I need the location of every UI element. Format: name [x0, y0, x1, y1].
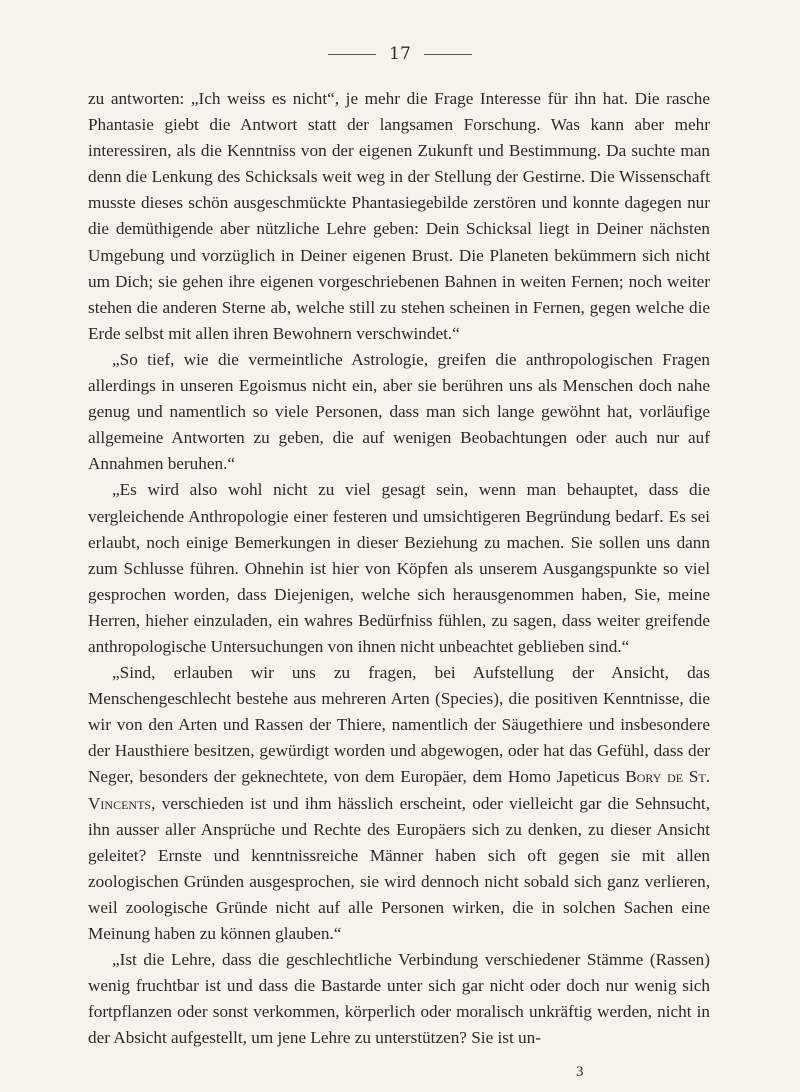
body-text — [88, 86, 710, 1051]
page-header — [0, 44, 800, 64]
paragraph-3: „Es wird also wohl nicht zu viel gesagt sein, wenn man behauptet, dass die vergleichende Anthropologie einer festeren und umsichtigeren Begründung bedarf. Es sei erlaubt, noch einige Bemerkungen in dieser Beziehung zu machen. Sie sollen uns dann zum Schlusse führen. Ohnehin ist hier von Köpfen als unserem Ausgangspunkte so viel gesprochen worden, dass Diejenigen, welche sich herausgenommen haben, Sie, meine Herren, hieher einzuladen, ein wahres Bedürfniss fühlen, zu sagen, dass weiter greifende anthropologische Untersuchungen von ihnen nicht unbeachtet geblieben sind.“ — [88, 480, 710, 656]
paragraph-1: zu antworten: „Ich weiss es nicht“, je mehr die Frage Interesse für ihn hat. Die rasche Phantasie giebt die Antwort statt der langsamen Forschung. Was kann aber mehr interessiren, als die Kenntniss von der eigenen Zukunft und Bestimmung. Da suchte man denn die Lenkung des Schicksals weit weg in der Stellung der Gestirne. Die Wissenschaft musste dieses schön ausgeschmückte Phantasiegebilde zerstören und konnte dagegen nur die demüthigende aber nützliche Lehre geben: Dein Schicksal liegt in Deiner nächsten Umgebung und vorzüglich in Deiner eigenen Brust. Die Planeten bekümmern sich nicht um Dich; sie gehen ihre eigenen vorgeschriebenen Bahnen in weiten Fernen; noch weiter stehen die anderen Sterne ab, welche still zu stehen scheinen in Fernen, gegen welche die Erde selbst mit allen ihren Bewohnern verschwindet.“ — [88, 89, 710, 343]
author-name: Bory de St. Vincents — [88, 767, 711, 813]
signature-mark: 3 — [576, 1064, 584, 1080]
header-rule-left — [328, 54, 376, 55]
page-number: 17 — [389, 44, 411, 64]
paragraph-2: „So tief, wie die vermeintliche Astrologie, greifen die anthropologischen Fragen allerdings in unseren Egoismus nicht ein, aber sie berühren uns als Menschen doch nahe genug und namentlich so viele Personen, dass man sich lange gewöhnt hat, vorläufige allgemeine Antworten zu geben, die auf wenigen Beobachtungen oder auch nur auf Annahmen beruhen.“ — [88, 349, 710, 474]
paragraph-5: „Ist die Lehre, dass die geschlechtliche Verbindung verschiedener Stämme (Rassen) wenig fruchtbar ist und dass die Bastarde unter sich gar nicht oder doch nur wenig sich fortpflanzen oder sonst verkommen, körperlich oder moralisch unkräftig werden, nicht in der Absicht aufgestellt, um jene Lehre zu unterstützen? Sie ist un- — [88, 950, 710, 1048]
paragraph-4-part-1: „Sind, erlauben wir uns zu fragen, bei Aufstellung der Ansicht, das Menschengeschlecht bestehe aus mehreren Arten (Species), die positiven Kenntnisse, die wir von den Arten und Rassen der Thiere, namentlich der Säugethiere und insbesondere der Hausthiere besitzen, gewürdigt worden und abgewogen, oder hat das Gefühl, dass der Neger, besonders der geknechtete, von dem Europäer, dem Homo Japeticus — [88, 663, 710, 787]
paragraph-4-part-2: , verschieden ist und ihm hässlich erscheint, oder vielleicht gar die Sehnsucht, ihn ausser aller Ansprüche und Rechte des Europäers sich zu denken, zu dieser Ansicht geleitet? Ernste und kenntnissreiche Männer haben sich oft gegen sie mit allen zoologischen Gründen ausgesprochen, sie wird dennoch nicht sobald sich ganz verlieren, weil zoologische Gründe nicht auf alle Personen wirken, die in solchen Sachen eine Meinung haben zu können glauben.“ — [88, 793, 710, 943]
header-rule-right — [424, 54, 472, 55]
paragraph-4 — [88, 660, 710, 947]
